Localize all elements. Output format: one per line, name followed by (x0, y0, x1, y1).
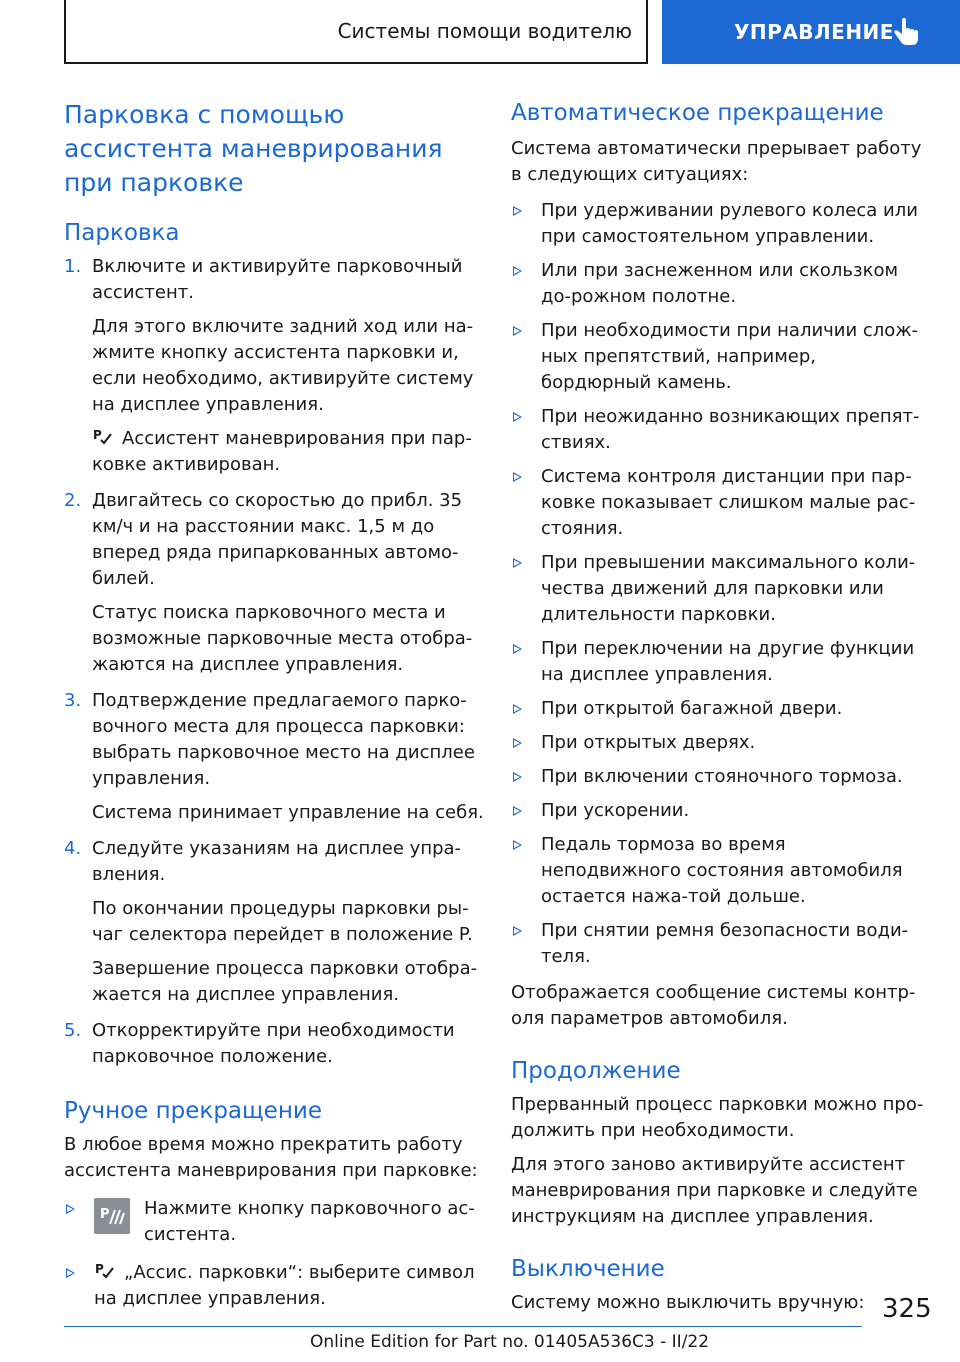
step-4 (64, 836, 484, 1008)
switch-off-text: Систему можно выключить вручную: (511, 1292, 865, 1313)
continue-text-2: Для этого заново активируйте ассистент маневрирования при парковке и следуйте инструкциям на дисплее управления. (511, 1154, 918, 1227)
list-item: При необходимости при наличии слож-ных препятствий, например, бордюрный камень. (511, 318, 931, 396)
header-chapter-box (662, 0, 960, 64)
step-subtext: Система принимает управление на себя. (92, 802, 484, 823)
auto-stop-text: Система автоматически прерывает работу в следующих ситуациях: (511, 138, 922, 185)
header-chapter-title: УПРАВЛЕНИЕ (734, 20, 894, 44)
step-number: 4. (64, 838, 82, 859)
step-2 (64, 488, 484, 678)
bullet-triangle-icon (513, 704, 522, 714)
step-subtext-2: Завершение процесса парковки отобра-жается на дисплее управления. (92, 958, 478, 1005)
svg-text:P: P (95, 1262, 104, 1276)
step-text: Откорректируйте при необходимости парковочное положение. (92, 1020, 455, 1067)
hand-pointer-icon (892, 18, 920, 48)
switch-off-heading: Выключение (511, 1256, 665, 1282)
list-item: P Нажмите кнопку парковочного ас-систента. (64, 1196, 484, 1248)
step-subtext: По окончании процедуры парковки ры-чаг селектора перейдет в положение P. (92, 898, 473, 945)
right-column (511, 92, 931, 1316)
step-number: 3. (64, 690, 82, 711)
svg-text:P: P (100, 1207, 110, 1222)
manual-stop-heading: Ручное прекращение (64, 1098, 322, 1124)
left-column (64, 92, 484, 1312)
bullet-triangle-icon (513, 206, 522, 216)
step-subtext: Для этого включите задний ход или на-жмите кнопку ассистента парковки и, если необходимо, активируйте систему на дисплее управления. (92, 316, 474, 415)
page-number: 325 (882, 1294, 932, 1324)
step-text: Следуйте указаниям на дисплее упра-вления. (92, 838, 462, 885)
step-number: 5. (64, 1020, 82, 1041)
parking-button-icon (94, 1198, 130, 1234)
auto-stop-after-text: Отображается сообщение системы контр-оля параметров автомобиля. (511, 982, 916, 1029)
step-1 (64, 254, 484, 478)
parking-assistant-icon (94, 1260, 116, 1282)
list-item: Или при заснеженном или скользком до-рожном полотне. (511, 258, 931, 310)
manual-stop-text: В любое время можно прекратить работу ассистента маневрирования при парковке: (64, 1134, 478, 1181)
header-section-title: Системы помощи водителю (337, 19, 632, 43)
step-subtext: Статус поиска парковочного места и возможные парковочные места отобра-жаются на дисплее управления. (92, 602, 473, 675)
bullet-triangle-icon (513, 806, 522, 816)
list-item: При снятии ремня безопасности води-теля. (511, 918, 931, 970)
bullet-triangle-icon (513, 558, 522, 568)
step-subtext-2: P Ассистент маневрирования при пар-ковке активирован. (92, 428, 472, 475)
auto-stop-heading: Автоматическое прекращение (511, 100, 884, 126)
parking-heading: Парковка (64, 220, 180, 246)
bullet-triangle-icon (513, 738, 522, 748)
bullet-triangle-icon (513, 772, 522, 782)
list-item: При неожиданно возникающих препят-ствиях. (511, 404, 931, 456)
list-item: При включении стояночного тормоза. (511, 764, 931, 790)
svg-text:P: P (93, 428, 102, 442)
list-item: P „Ассис. парковки“: выберите символ на дисплее управления. (64, 1260, 484, 1312)
step-text: Подтверждение предлагаемого парко-вочного места для процесса парковки: выбрать парковочное место на дисплее управления. (92, 690, 475, 789)
continue-heading: Продолжение (511, 1058, 681, 1084)
bullet-triangle-icon (513, 926, 522, 936)
list-item: При открытых дверях. (511, 730, 931, 756)
list-item: При переключении на другие функции на дисплее управления. (511, 636, 931, 688)
list-item: Система контроля дистанции при пар-ковке показывает слишком малые рас-стояния. (511, 464, 931, 542)
header-section-box (64, 0, 648, 64)
step-number: 2. (64, 490, 82, 511)
footer-divider (64, 1326, 862, 1327)
bullet-triangle-icon (66, 1204, 75, 1214)
bullet-triangle-icon (513, 472, 522, 482)
footer-edition: Online Edition for Part no. 01405A536C3 - II/22 (310, 1332, 710, 1352)
bullet-triangle-icon (513, 412, 522, 422)
step-5 (64, 1018, 484, 1070)
step-text: Включите и активируйте парковочный ассистент. (92, 256, 463, 303)
step-number: 1. (64, 256, 82, 277)
list-item: При открытой багажной двери. (511, 696, 931, 722)
manual-stop-list (64, 1196, 484, 1312)
bullet-triangle-icon (513, 644, 522, 654)
section-title: Парковка с помощью ассистента маневрирования при парковке (64, 100, 443, 197)
list-item: При ускорении. (511, 798, 931, 824)
bullet-triangle-icon (513, 326, 522, 336)
continue-text-1: Прерванный процесс парковки можно про-должить при необходимости. (511, 1094, 924, 1141)
parking-assistant-icon (92, 426, 114, 448)
list-item: При превышении максимального коли-чества движений для парковки или длительности парковки. (511, 550, 931, 628)
list-item: При удерживании рулевого колеса или при самостоятельном управлении. (511, 198, 931, 250)
bullet-triangle-icon (513, 840, 522, 850)
bullet-triangle-icon (66, 1268, 75, 1278)
step-text: Двигайтесь со скоростью до прибл. 35 км/ч и на расстоянии макс. 1,5 м до вперед ряда припаркованных автомо-билей. (92, 490, 463, 589)
auto-stop-list (511, 198, 931, 970)
bullet-triangle-icon (513, 266, 522, 276)
list-item: Педаль тормоза во время неподвижного состояния автомобиля остается нажа-той дольше. (511, 832, 931, 910)
step-3 (64, 688, 484, 826)
